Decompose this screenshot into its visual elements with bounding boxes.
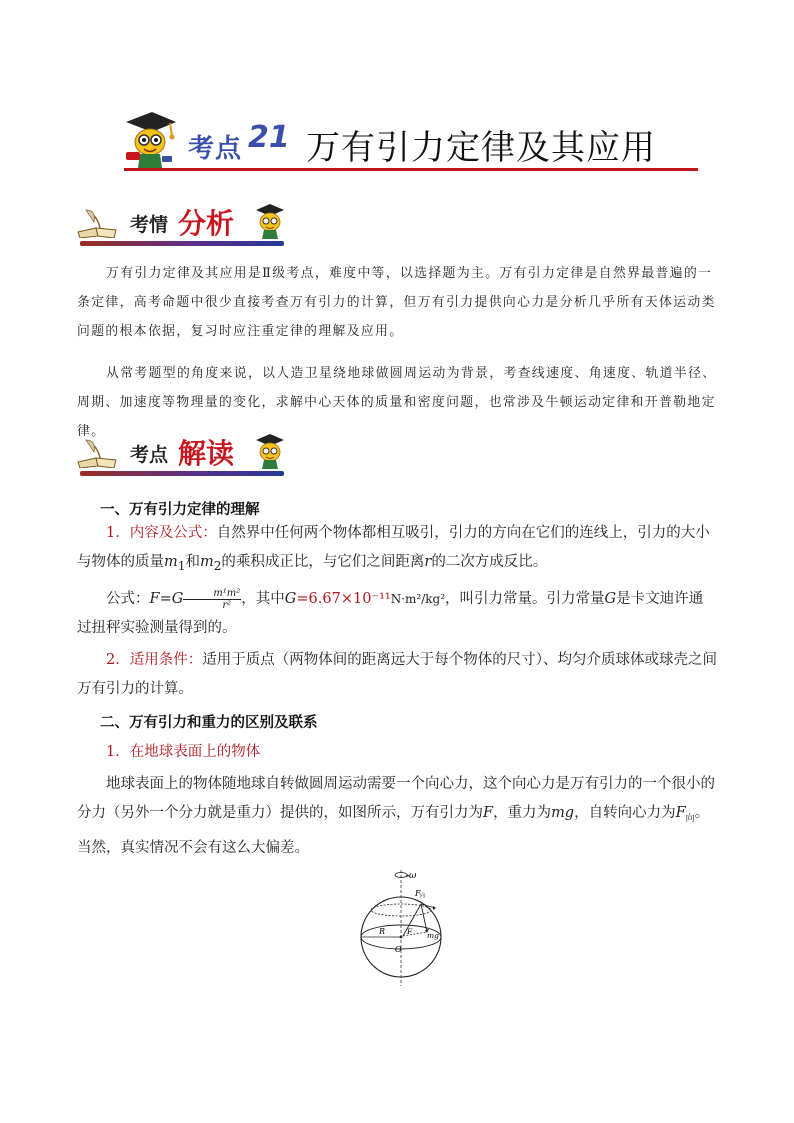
m1-subscript: 1 (177, 558, 186, 573)
page-title: 万有引力定律及其应用 (306, 128, 656, 168)
item-2-paragraph (77, 646, 717, 704)
item-2-label: 2．适用条件： (106, 652, 203, 668)
center-point (400, 936, 403, 939)
gravity-paragraph (77, 770, 717, 863)
section2-label-a: 考点 (130, 444, 169, 466)
title-prefix: 考点 (188, 134, 243, 164)
formula-denominator: r² (222, 599, 232, 611)
gravity-text-a: 地球表面上的物体随地球自转做圆周运动需要一个向心力，这个向心力是万有引力的一个很小的分力（另外一个分力就是重力）提供的，如图所示，万有引力为 (77, 776, 715, 821)
symbol-mg: mg (551, 805, 575, 821)
mascot-icon (252, 432, 286, 470)
section1-label-a: 考情 (130, 214, 169, 236)
label-O: O (395, 945, 402, 954)
section-banner-interpretation (76, 432, 286, 476)
subheading-1-text: 1．在地球表面上的物体 (106, 744, 261, 760)
symbol-F-centripetal: F (675, 805, 686, 821)
heading-2: 二、万有引力和重力的区别及联系 (100, 715, 318, 731)
m2-symbol: m (199, 554, 214, 570)
label-F-centripetal: F (415, 889, 421, 898)
formula-G2: G (284, 591, 297, 607)
gravity-text-c: ，自转向心力为 (574, 805, 676, 821)
item-1-text-c: 的二次方成反比。 (431, 554, 548, 570)
formula-lead: 公式： (106, 591, 150, 607)
gravity-text-d: 。当然，真实情况不会有这么大偏差。 (77, 805, 710, 856)
analysis-paragraph-1: 万有引力定律及其应用是Ⅱ级考点，难度中等，以选择题为主。万有引力定律是自然界最普遍的一条定律，高考命题中很少直接考查万有引力的计算，但万有引力提供向心力是分析几乎所有天体运动类问题的根本依据，复习时应注重定律的理解及应用。 (77, 266, 716, 339)
formula-fraction (183, 588, 241, 611)
formula-eq: = (159, 591, 172, 607)
title-banner (118, 110, 700, 174)
title-number: 21 (248, 120, 290, 155)
section2-label-b: 解读 (178, 437, 235, 470)
label-omega: ω (409, 871, 417, 881)
symbol-F-centripetal-sub: 向 (685, 813, 695, 824)
label-F-centripetal-sub: 向 (420, 893, 426, 899)
analysis-paragraph-2: 从常考题型的角度来说，以人造卫星绕地球做圆周运动为背景，考查线速度、角速度、轨道半径、周期、加速度等物理量的变化，求解中心天体的质量和密度问题，也常涉及牛顿运动定律和开普勒地定律。 (77, 366, 717, 439)
m2-subscript: 2 (213, 558, 222, 573)
symbol-F: F (483, 805, 494, 821)
formula-numerator: m¹m² (183, 588, 241, 600)
earth-force-diagram (353, 866, 449, 988)
formula-tail-2: 是卡文迪许通过扭秤实验测量得到的。 (77, 591, 704, 636)
book-quill-icon (76, 438, 120, 468)
formula-G3: G (604, 591, 617, 607)
subheading-1 (77, 738, 717, 767)
item-1-text-a: 自然界中任何两个物体都相互吸引，引力的方向在它们的连线上，引力的大小与物体的质量 (77, 525, 710, 570)
formula-mid: ，其中 (241, 591, 285, 607)
label-R: R (379, 927, 386, 936)
formula-F: F (149, 591, 160, 607)
item-1-paragraph (77, 519, 717, 581)
formula-tail: ，叫引力常量。引力常量 (445, 591, 605, 607)
label-mg: mg (427, 931, 439, 940)
title-underline (124, 168, 698, 171)
gravitational-constant-unit: N·m²/kg² (390, 592, 446, 606)
heading-1: 一、万有引力定律的理解 (100, 502, 260, 518)
gravitational-constant-value: =6.67×10⁻¹¹ (296, 591, 391, 607)
item-1-text-b: 的乘积成正比，与它们之间距离 (221, 554, 425, 570)
book-quill-icon (76, 208, 120, 238)
item-1-label: 1．内容及公式： (106, 525, 217, 541)
label-F: F (407, 927, 413, 936)
m1-symbol: m (164, 554, 178, 570)
item-2-text: 适用于质点（两物体间的距离远大于每个物体的尺寸）、均匀介质球体或球壳之间万有引力的计算。 (77, 652, 717, 697)
section-banner-bar (80, 241, 284, 246)
section-banner-bar (80, 471, 284, 476)
gravity-text-b: ，重力为 (493, 805, 552, 821)
formula-G: G (171, 591, 184, 607)
section-banner-analysis (76, 202, 286, 246)
and-word: 和 (185, 554, 200, 570)
formula-paragraph (77, 585, 717, 643)
section1-label-b: 分析 (178, 207, 235, 240)
mascot-graduate-icon (118, 110, 180, 172)
r-symbol: r (424, 554, 432, 570)
gravity-vector (421, 904, 427, 932)
mascot-icon (252, 202, 286, 240)
